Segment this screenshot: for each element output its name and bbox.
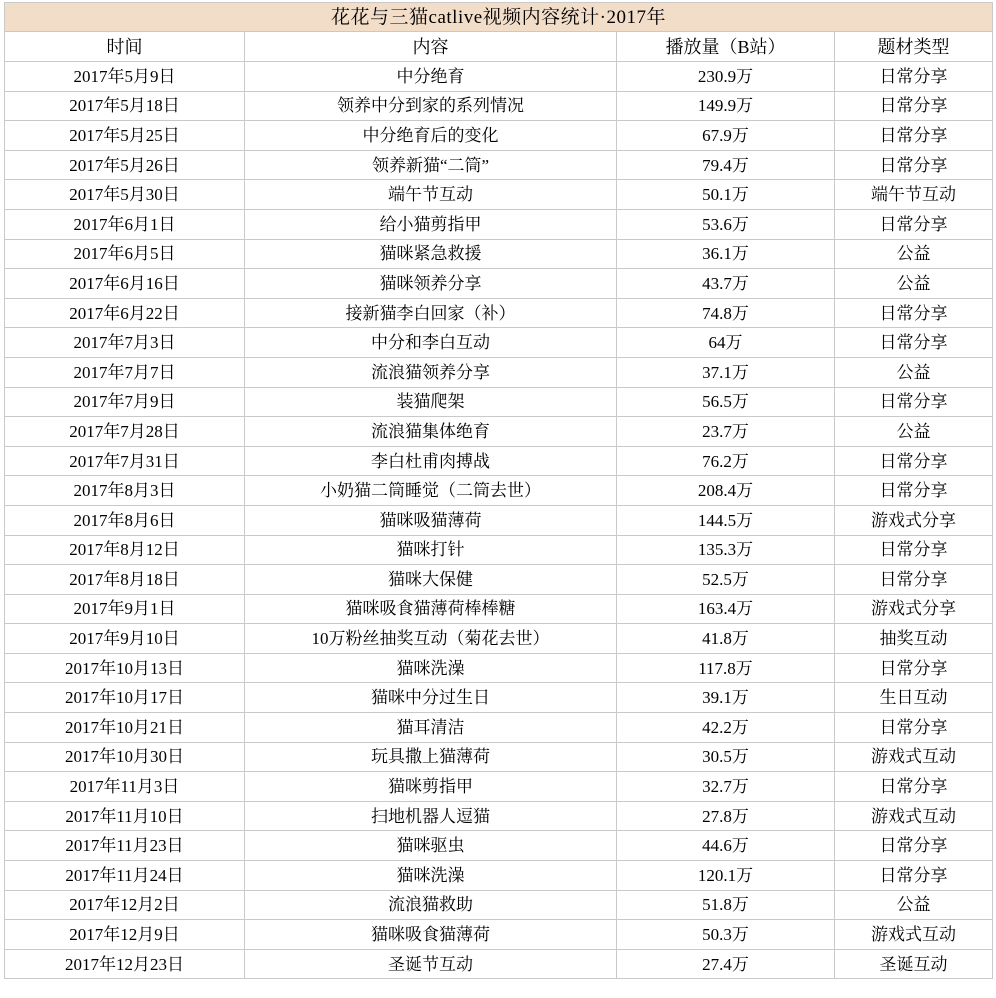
cell-type: 日常分享 (835, 713, 993, 743)
cell-date: 2017年7月31日 (5, 446, 245, 476)
cell-date: 2017年6月1日 (5, 209, 245, 239)
cell-content: 猫咪吸猫薄荷 (245, 505, 617, 535)
table-row (5, 565, 993, 595)
cell-type: 日常分享 (835, 150, 993, 180)
cell-type: 游戏式互动 (835, 742, 993, 772)
cell-content: 猫咪大保健 (245, 565, 617, 595)
cell-content: 猫咪吸食猫薄荷 (245, 920, 617, 950)
cell-type: 日常分享 (835, 476, 993, 506)
cell-type: 游戏式互动 (835, 801, 993, 831)
cell-views: 50.1万 (617, 180, 835, 210)
cell-views: 39.1万 (617, 683, 835, 713)
table-row (5, 742, 993, 772)
cell-date: 2017年5月18日 (5, 91, 245, 121)
cell-content: 小奶猫二筒睡觉（二筒去世） (245, 476, 617, 506)
cell-type: 圣诞互动 (835, 949, 993, 979)
cell-content: 猫咪剪指甲 (245, 772, 617, 802)
table-row (5, 417, 993, 447)
cell-date: 2017年12月23日 (5, 949, 245, 979)
table-row (5, 91, 993, 121)
cell-type: 公益 (835, 417, 993, 447)
cell-content: 流浪猫救助 (245, 890, 617, 920)
table-row (5, 269, 993, 299)
cell-date: 2017年6月16日 (5, 269, 245, 299)
video-stats-table (4, 2, 993, 979)
cell-views: 144.5万 (617, 505, 835, 535)
table-row (5, 683, 993, 713)
cell-views: 149.9万 (617, 91, 835, 121)
cell-views: 135.3万 (617, 535, 835, 565)
cell-type: 游戏式分享 (835, 505, 993, 535)
cell-views: 50.3万 (617, 920, 835, 950)
table-row (5, 62, 993, 92)
cell-date: 2017年11月10日 (5, 801, 245, 831)
cell-type: 抽奖互动 (835, 624, 993, 654)
table-title: 花花与三猫catlive视频内容统计·2017年 (5, 3, 993, 32)
table-row (5, 150, 993, 180)
cell-views: 79.4万 (617, 150, 835, 180)
table-row (5, 713, 993, 743)
cell-views: 120.1万 (617, 861, 835, 891)
cell-type: 日常分享 (835, 121, 993, 151)
cell-content: 李白杜甫肉搏战 (245, 446, 617, 476)
table-row (5, 505, 993, 535)
cell-date: 2017年11月24日 (5, 861, 245, 891)
cell-content: 端午节互动 (245, 180, 617, 210)
cell-views: 42.2万 (617, 713, 835, 743)
cell-type: 日常分享 (835, 209, 993, 239)
cell-views: 230.9万 (617, 62, 835, 92)
table-row (5, 387, 993, 417)
cell-type: 日常分享 (835, 298, 993, 328)
cell-date: 2017年8月18日 (5, 565, 245, 595)
cell-views: 44.6万 (617, 831, 835, 861)
table-row (5, 535, 993, 565)
cell-type: 日常分享 (835, 328, 993, 358)
table-row (5, 476, 993, 506)
cell-content: 装猫爬架 (245, 387, 617, 417)
table-title-row (5, 3, 993, 32)
cell-date: 2017年5月26日 (5, 150, 245, 180)
cell-date: 2017年8月12日 (5, 535, 245, 565)
cell-content: 10万粉丝抽奖互动（菊花去世） (245, 624, 617, 654)
cell-content: 中分和李白互动 (245, 328, 617, 358)
table-row (5, 890, 993, 920)
cell-date: 2017年9月1日 (5, 594, 245, 624)
cell-type: 日常分享 (835, 91, 993, 121)
cell-content: 流浪猫集体绝育 (245, 417, 617, 447)
table-row (5, 180, 993, 210)
cell-views: 64万 (617, 328, 835, 358)
cell-views: 23.7万 (617, 417, 835, 447)
cell-content: 领养中分到家的系列情况 (245, 91, 617, 121)
table-row (5, 328, 993, 358)
cell-views: 67.9万 (617, 121, 835, 151)
cell-date: 2017年7月3日 (5, 328, 245, 358)
cell-content: 领养新猫“二筒” (245, 150, 617, 180)
table-row (5, 772, 993, 802)
cell-content: 猫咪领养分享 (245, 269, 617, 299)
cell-type: 日常分享 (835, 861, 993, 891)
cell-views: 30.5万 (617, 742, 835, 772)
cell-type: 公益 (835, 269, 993, 299)
table-row (5, 298, 993, 328)
cell-type: 日常分享 (835, 831, 993, 861)
cell-type: 公益 (835, 890, 993, 920)
cell-content: 流浪猫领养分享 (245, 357, 617, 387)
cell-date: 2017年10月21日 (5, 713, 245, 743)
cell-views: 52.5万 (617, 565, 835, 595)
table-row (5, 239, 993, 269)
cell-content: 猫咪打针 (245, 535, 617, 565)
cell-type: 日常分享 (835, 772, 993, 802)
cell-views: 32.7万 (617, 772, 835, 802)
cell-date: 2017年5月30日 (5, 180, 245, 210)
table-row (5, 861, 993, 891)
cell-date: 2017年8月3日 (5, 476, 245, 506)
cell-type: 公益 (835, 239, 993, 269)
cell-date: 2017年11月23日 (5, 831, 245, 861)
cell-views: 53.6万 (617, 209, 835, 239)
cell-content: 猫咪驱虫 (245, 831, 617, 861)
cell-content: 中分绝育 (245, 62, 617, 92)
table-row (5, 831, 993, 861)
column-header-type: 题材类型 (835, 32, 993, 62)
table-row (5, 920, 993, 950)
table-row (5, 209, 993, 239)
cell-views: 27.8万 (617, 801, 835, 831)
table-header-row (5, 32, 993, 62)
cell-content: 接新猫李白回家（补） (245, 298, 617, 328)
cell-date: 2017年7月9日 (5, 387, 245, 417)
table-row (5, 121, 993, 151)
table-row (5, 594, 993, 624)
cell-date: 2017年10月30日 (5, 742, 245, 772)
cell-type: 日常分享 (835, 535, 993, 565)
table-body (5, 3, 993, 979)
cell-type: 端午节互动 (835, 180, 993, 210)
cell-content: 猫咪紧急救援 (245, 239, 617, 269)
cell-content: 给小猫剪指甲 (245, 209, 617, 239)
cell-views: 43.7万 (617, 269, 835, 299)
cell-date: 2017年12月2日 (5, 890, 245, 920)
column-header-content: 内容 (245, 32, 617, 62)
cell-type: 日常分享 (835, 446, 993, 476)
cell-views: 74.8万 (617, 298, 835, 328)
cell-content: 猫咪吸食猫薄荷棒棒糖 (245, 594, 617, 624)
table-row (5, 624, 993, 654)
cell-content: 玩具撒上猫薄荷 (245, 742, 617, 772)
cell-type: 日常分享 (835, 387, 993, 417)
cell-views: 51.8万 (617, 890, 835, 920)
cell-date: 2017年9月10日 (5, 624, 245, 654)
cell-content: 猫咪洗澡 (245, 653, 617, 683)
table-row (5, 653, 993, 683)
table-row (5, 446, 993, 476)
cell-date: 2017年12月9日 (5, 920, 245, 950)
cell-date: 2017年6月5日 (5, 239, 245, 269)
cell-views: 27.4万 (617, 949, 835, 979)
cell-views: 117.8万 (617, 653, 835, 683)
cell-content: 圣诞节互动 (245, 949, 617, 979)
cell-content: 猫咪洗澡 (245, 861, 617, 891)
cell-views: 76.2万 (617, 446, 835, 476)
column-header-date: 时间 (5, 32, 245, 62)
cell-date: 2017年11月3日 (5, 772, 245, 802)
cell-views: 37.1万 (617, 357, 835, 387)
cell-type: 生日互动 (835, 683, 993, 713)
cell-content: 中分绝育后的变化 (245, 121, 617, 151)
cell-views: 41.8万 (617, 624, 835, 654)
cell-date: 2017年7月28日 (5, 417, 245, 447)
cell-views: 208.4万 (617, 476, 835, 506)
cell-type: 公益 (835, 357, 993, 387)
cell-views: 36.1万 (617, 239, 835, 269)
cell-views: 163.4万 (617, 594, 835, 624)
cell-type: 日常分享 (835, 62, 993, 92)
cell-type: 日常分享 (835, 653, 993, 683)
column-header-views: 播放量（B站） (617, 32, 835, 62)
cell-date: 2017年5月25日 (5, 121, 245, 151)
cell-date: 2017年8月6日 (5, 505, 245, 535)
cell-content: 扫地机器人逗猫 (245, 801, 617, 831)
cell-date: 2017年10月17日 (5, 683, 245, 713)
table-row (5, 801, 993, 831)
cell-type: 游戏式互动 (835, 920, 993, 950)
cell-content: 猫咪中分过生日 (245, 683, 617, 713)
cell-type: 游戏式分享 (835, 594, 993, 624)
table-row (5, 949, 993, 979)
cell-date: 2017年7月7日 (5, 357, 245, 387)
table-row (5, 357, 993, 387)
cell-views: 56.5万 (617, 387, 835, 417)
cell-date: 2017年10月13日 (5, 653, 245, 683)
cell-content: 猫耳清洁 (245, 713, 617, 743)
cell-date: 2017年6月22日 (5, 298, 245, 328)
cell-type: 日常分享 (835, 565, 993, 595)
cell-date: 2017年5月9日 (5, 62, 245, 92)
